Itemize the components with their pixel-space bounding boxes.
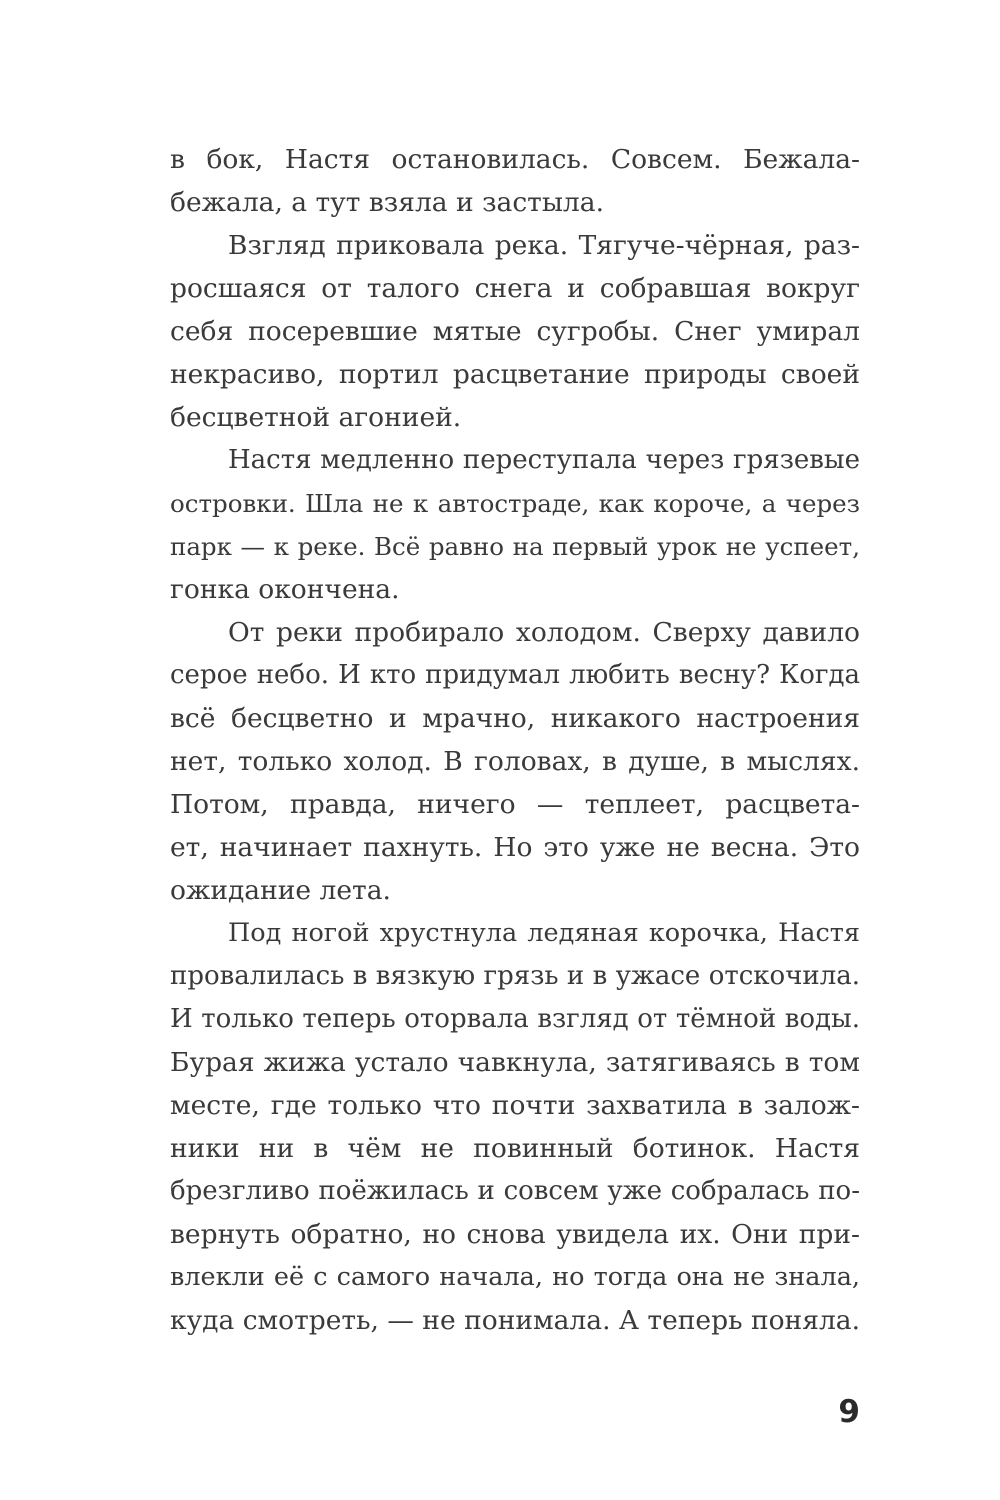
text-line: в бок, Настя остановилась. Совсем. Бежала- [170,144,860,175]
text-line: ники ни в чём не повинный ботинок. Настя [170,1133,860,1164]
book-page-text [170,138,860,1358]
text-line: Потом, правда, ничего — теплеет, расцвета- [170,789,860,820]
page-number: 9 [838,1394,860,1430]
text-line: себя посеревшие мятые сугробы. Снег умирал [170,316,860,347]
text-line: Бурая жижа устало чавкнула, затягиваясь в том [170,1047,860,1078]
text-line: некрасиво, портил расцветание природы своей [170,359,860,390]
text-line: От реки пробирало холодом. Сверху давило [228,617,860,648]
text-line: ет, начинает пахнуть. Но это уже не весна. Это [170,832,860,863]
text-line: бежала, а тут взяла и застыла. [170,187,604,218]
text-line: вернуть обратно, но снова увидела их. Они при- [170,1219,860,1250]
text-line: бесцветной агонией. [170,402,462,433]
text-line: серое небо. И кто придумал любить весну? Когда [170,660,860,690]
text-line: месте, где только что почти захватила в залож- [170,1090,860,1121]
text-line: влекли её с самого начала, но тогда она не знала, [170,1262,860,1292]
text-line: росшаяся от талого снега и собравшая вокруг [170,273,860,304]
text-line: провалилась в вязкую грязь и в ужасе отскочила. [170,961,860,991]
text-line: гонка окончена. [170,574,400,605]
text-line: нет, только холод. В головах, в душе, в мыслях. [170,746,860,777]
text-line: брезгливо поёжилась и совсем уже собралась по- [170,1176,860,1206]
text-line: Настя медленно переступала через грязевые [228,445,860,475]
text-line: всё бесцветно и мрачно, никакого настроения [170,703,860,734]
text-line: куда смотреть, — не понимала. А теперь поняла. [170,1305,860,1336]
text-line: Под ногой хрустнула ледяная корочка, Настя [228,918,860,948]
text-line: парк — к реке. Всё равно на первый урок не успеет, [170,532,860,561]
text-line: И только теперь оторвала взгляд от тёмной воды. [170,1004,860,1034]
text-line: ожидание лета. [170,875,391,906]
text-line: островки. Шла не к автостраде, как короче, а через [170,489,860,518]
text-line: Взгляд приковала река. Тягуче-чёрная, раз- [228,230,860,261]
